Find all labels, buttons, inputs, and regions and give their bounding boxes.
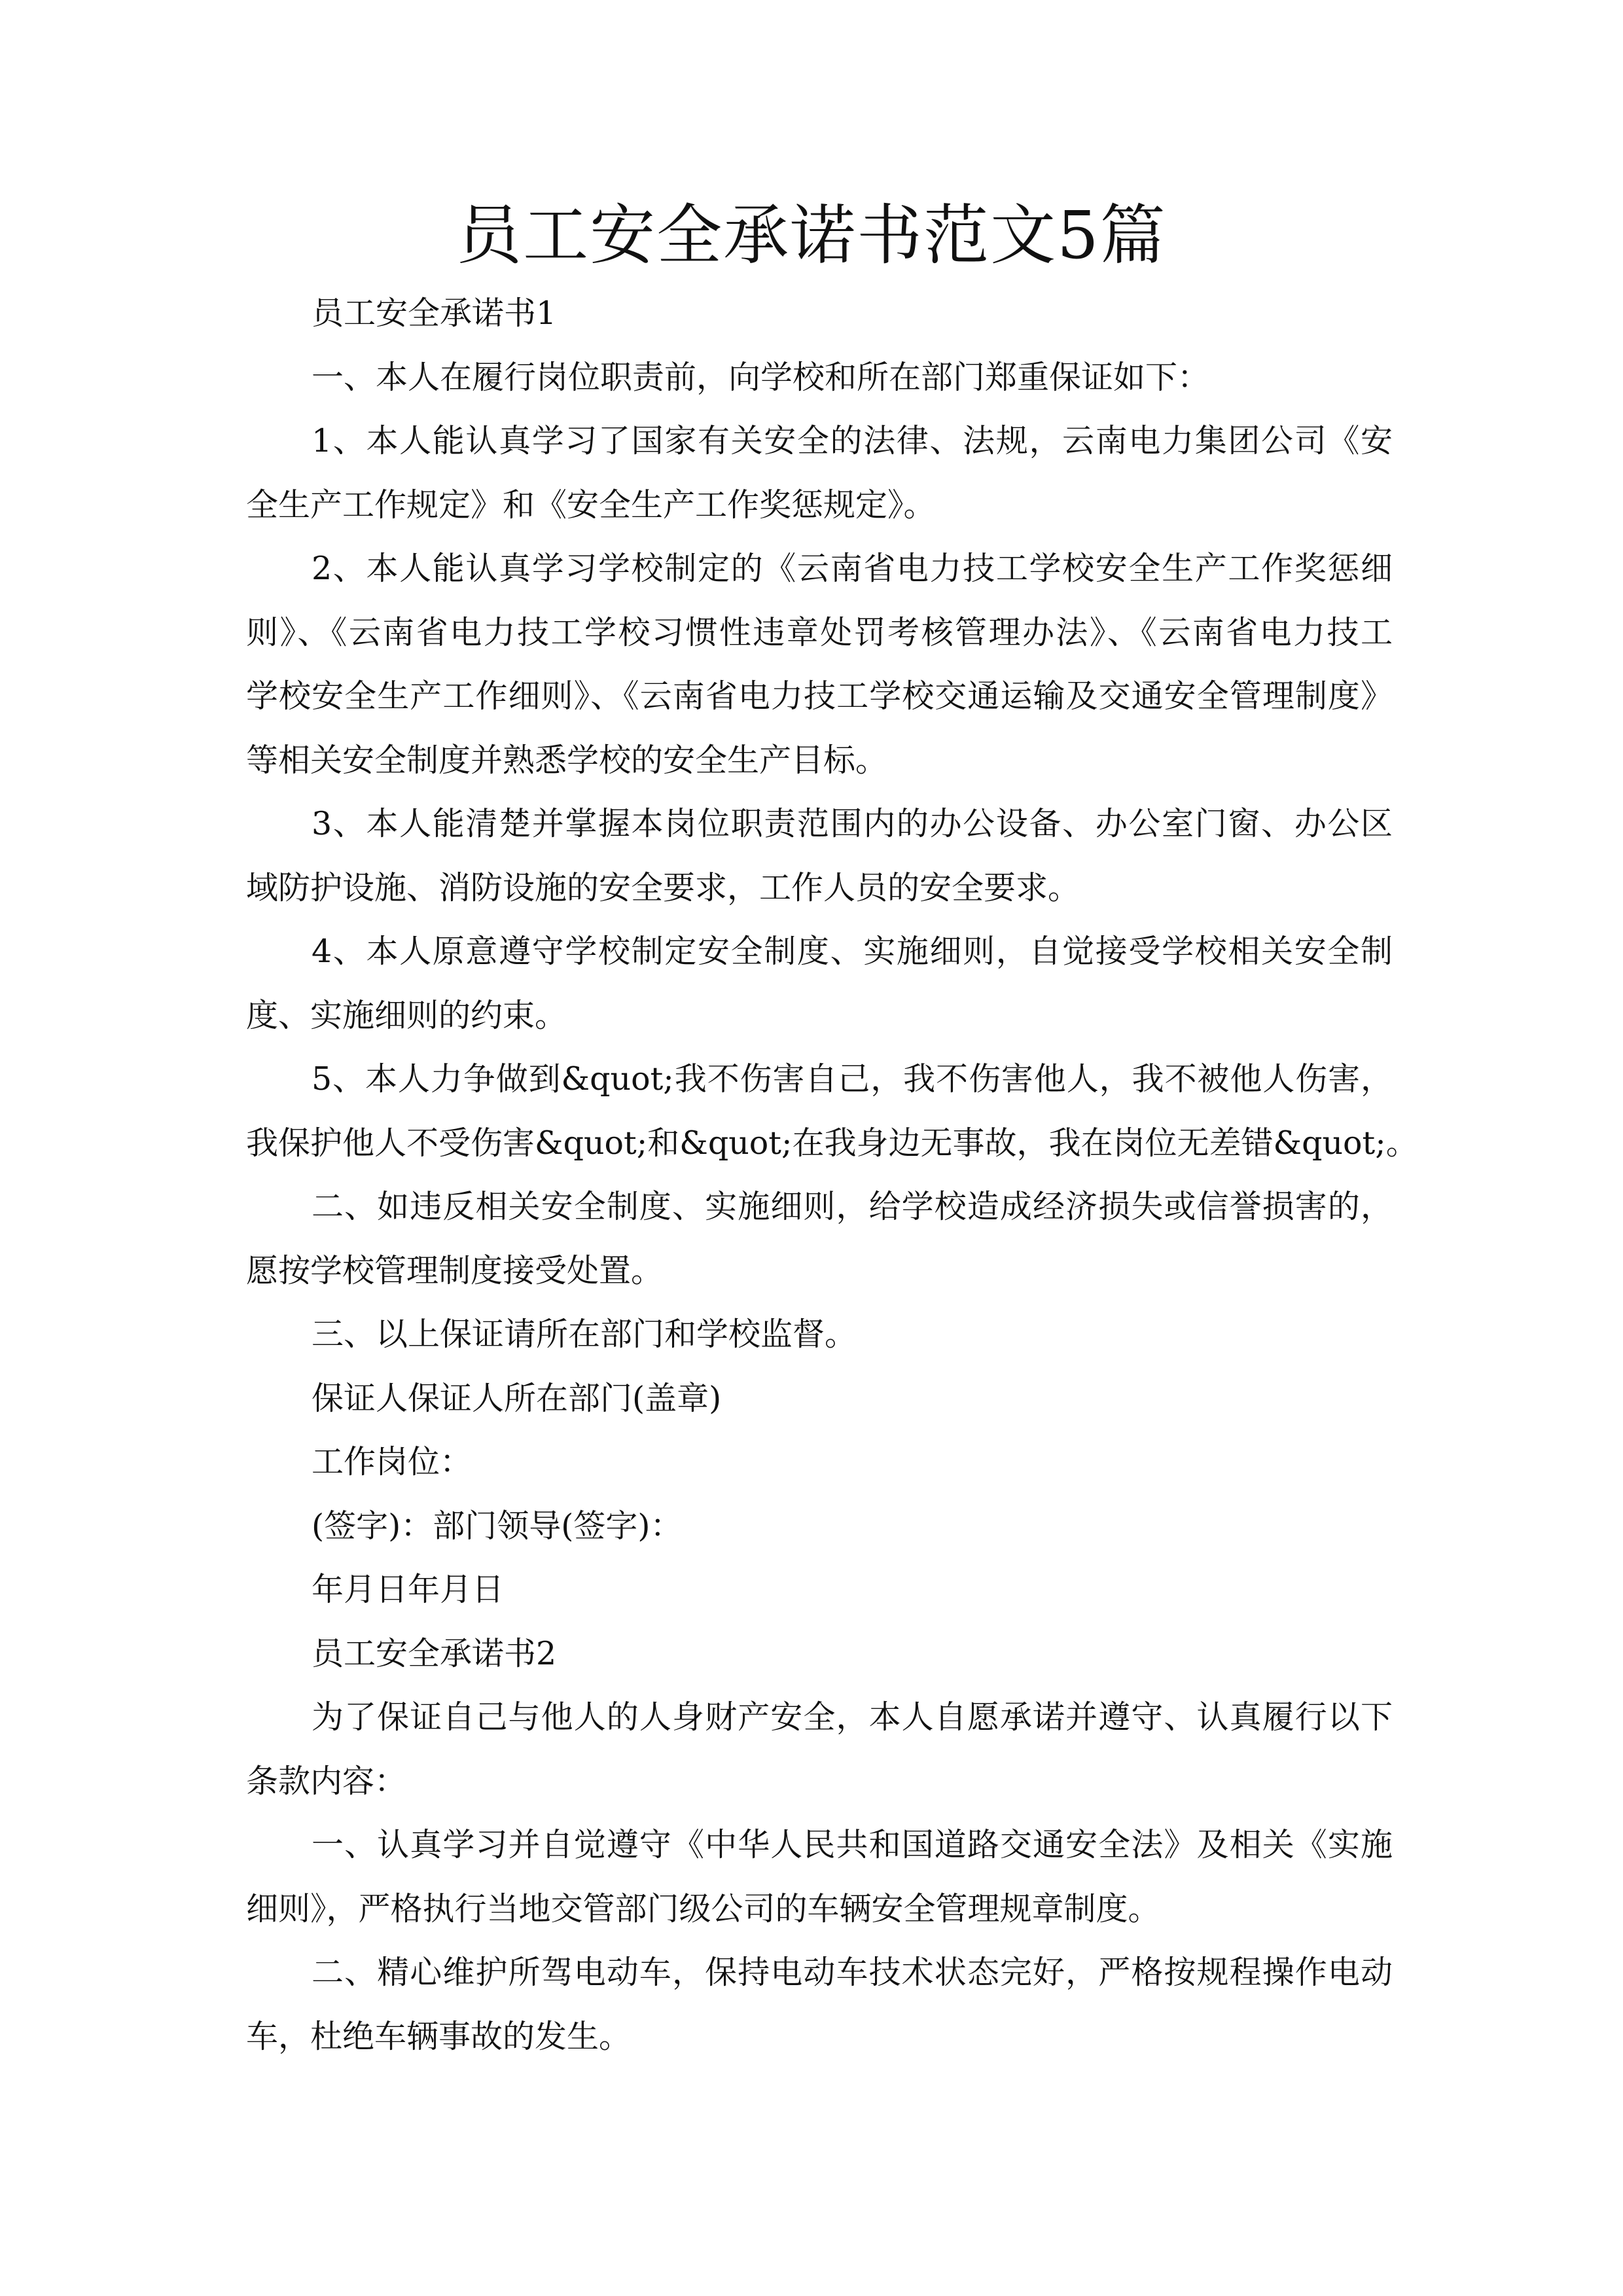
- paragraph: [246, 1813, 1393, 1941]
- text-line: (签字)：部门领导(签字)：: [312, 1507, 683, 1545]
- text-line: 细则》，严格执行当地交管部门级公司的车辆安全管理规章制度。: [246, 1890, 1160, 1928]
- text-line: 二、精心维护所驾电动车，保持电动车技术状态完好，严格按规程操作电动: [312, 1954, 1393, 1991]
- paragraph: [246, 409, 1393, 537]
- text-line: 5、本人力争做到&quot;我不伤害自己，我不伤害他人，我不被他人伤害，: [312, 1060, 1393, 1098]
- text-line: 员工安全承诺书1: [312, 295, 557, 332]
- paragraph: [246, 1430, 1393, 1494]
- text-line: 一、本人在履行岗位职责前，向学校和所在部门郑重保证如下：: [312, 358, 1210, 396]
- text-line: 车，杜绝车辆事故的发生。: [246, 2017, 632, 2055]
- text-line: 1、本人能认真学习了国家有关安全的法律、法规，云南电力集团公司《安: [312, 422, 1393, 459]
- text-line: 一、认真学习并自觉遵守《中华人民共和国道路交通安全法》及相关《实施: [312, 1826, 1393, 1863]
- document-body: [246, 281, 1418, 2068]
- text-line: 学校安全生产工作细则》、《云南省电力技工学校交通运输及交通安全管理制度》: [246, 677, 1393, 715]
- text-line: 为了保证自己与他人的人身财产安全，本人自愿承诺并遵守、认真履行以下: [312, 1698, 1393, 1736]
- paragraph: [246, 1047, 1418, 1175]
- text-line: 3、本人能清楚并掌握本岗位职责范围内的办公设备、办公室门窗、办公区: [312, 805, 1393, 842]
- text-line: 域防护设施、消防设施的安全要求，工作人员的安全要求。: [246, 869, 1080, 906]
- text-line: 员工安全承诺书2: [312, 1634, 557, 1672]
- paragraph: [246, 1558, 1393, 1622]
- text-line: 二、如违反相关安全制度、实施细则，给学校造成经济损失或信誉损害的，: [312, 1188, 1393, 1225]
- text-line: 工作岗位：: [312, 1443, 473, 1480]
- text-line: 三、以上保证请所在部门和学校监督。: [312, 1316, 857, 1353]
- paragraph: [246, 346, 1393, 410]
- text-line: 年月日年月日: [312, 1571, 505, 1608]
- paragraph: [246, 1685, 1393, 1813]
- paragraph: [246, 1175, 1393, 1302]
- text-line: 等相关安全制度并熟悉学校的安全生产目标。: [246, 741, 888, 779]
- text-line: 愿按学校管理制度接受处置。: [246, 1251, 664, 1289]
- paragraph: [246, 792, 1393, 920]
- text-line: 则》、《云南省电力技工学校习惯性违章处罚考核管理办法》、《云南省电力技工: [246, 613, 1393, 651]
- text-line: 度、实施细则的约束。: [246, 996, 567, 1034]
- document-title: 员工安全承诺书范文5篇: [456, 197, 1167, 274]
- text-line: 条款内容：: [246, 1762, 407, 1800]
- paragraph: [246, 281, 1393, 346]
- paragraph: [246, 537, 1393, 792]
- paragraph: [246, 1941, 1393, 2068]
- text-line: 保证人保证人所在部门(盖章): [312, 1379, 722, 1417]
- paragraph: [246, 1367, 1393, 1431]
- paragraph: [246, 1622, 1393, 1686]
- paragraph: [246, 920, 1393, 1047]
- paragraph: [246, 1302, 1393, 1367]
- text-line: 2、本人能认真学习学校制定的《云南省电力技工学校安全生产工作奖惩细: [312, 550, 1393, 587]
- paragraph: [246, 1494, 1393, 1558]
- text-line: 4、本人原意遵守学校制定安全制度、实施细则，自觉接受学校相关安全制: [312, 933, 1393, 970]
- text-line: 我保护他人不受伤害&quot;和&quot;在我身边无事故，我在岗位无差错&quot;。: [246, 1124, 1418, 1162]
- text-line: 全生产工作规定》和《安全生产工作奖惩规定》。: [246, 486, 936, 524]
